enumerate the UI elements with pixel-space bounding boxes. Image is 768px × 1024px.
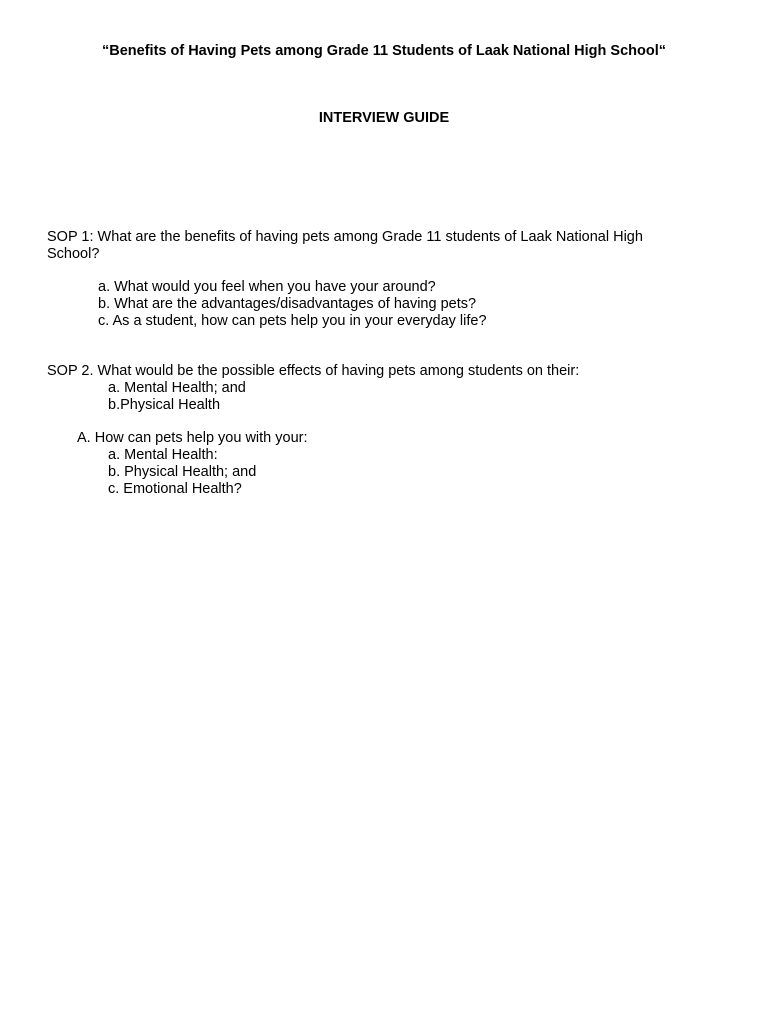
sop1-item-c: c. As a student, how can pets help you in your everyday life? xyxy=(98,313,487,329)
document-title: “Benefits of Having Pets among Grade 11 Students of Laak National High School“ xyxy=(102,43,666,59)
sop2-item-a: a. Mental Health; and xyxy=(108,380,246,396)
sop2-question: SOP 2. What would be the possible effects of having pets among students on their: xyxy=(47,363,580,379)
section-a-item-b: b. Physical Health; and xyxy=(108,464,257,480)
section-a-item-a: a. Mental Health: xyxy=(108,447,218,463)
interview-guide-heading: INTERVIEW GUIDE xyxy=(318,110,450,126)
sop1-question-line2: School? xyxy=(47,246,100,262)
sop1-question-line1: SOP 1: What are the benefits of having pets among Grade 11 students of Laak National High xyxy=(47,229,643,245)
sop1-item-a: a. What would you feel when you have your around? xyxy=(98,279,436,295)
sop2-item-b: b.Physical Health xyxy=(108,397,221,413)
section-a-item-c: c. Emotional Health? xyxy=(108,481,242,497)
section-a-question: A. How can pets help you with your: xyxy=(77,430,308,446)
sop1-item-b: b. What are the advantages/disadvantages of having pets? xyxy=(98,296,477,312)
